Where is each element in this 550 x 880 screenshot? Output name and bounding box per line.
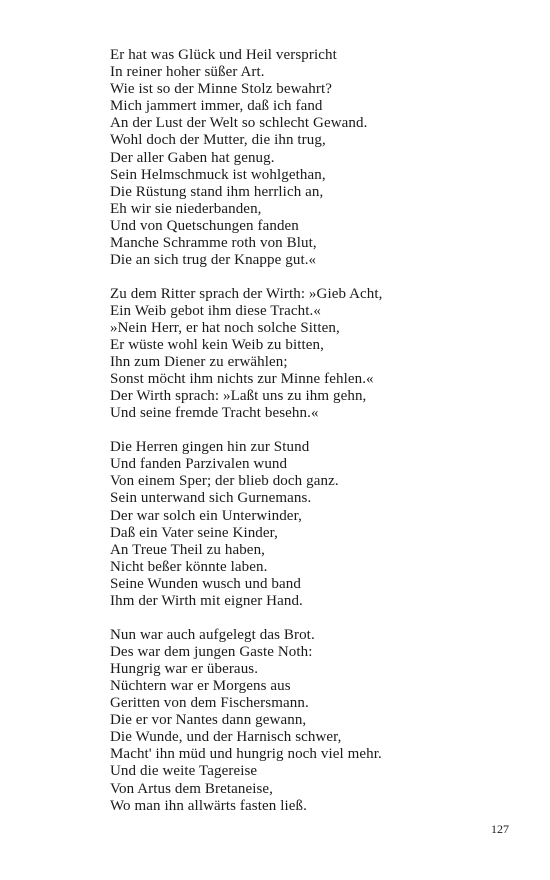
verse-line: Von Artus dem Bretaneise,	[110, 780, 274, 797]
verse-line: Wo man ihn allwärts fasten ließ.	[110, 797, 307, 814]
verse-line: Sein Helmschmuck ist wohlgethan,	[110, 166, 326, 183]
verse-line: Der Wirth sprach: »Laßt uns zu ihm gehn,	[110, 388, 367, 405]
verse-line: Nüchtern war er Morgens aus	[110, 677, 291, 694]
verse-line: Er hat was Glück und Heil verspricht	[110, 47, 337, 63]
verse-line: Seine Wunden wusch und band	[110, 575, 301, 592]
poem-text	[110, 47, 530, 831]
stanza	[110, 47, 530, 269]
verse-line: Des war dem jungen Gaste Noth:	[110, 643, 313, 660]
verse-line: Die er vor Nantes dann gewann,	[110, 712, 307, 729]
verse-line: Und von Quetschungen fanden	[110, 217, 299, 234]
verse-line: Macht' ihn müd und hungrig noch viel mehr.	[110, 746, 382, 763]
verse-line: Sonst möcht ihm nichts zur Minne fehlen.«	[110, 371, 374, 388]
verse-line: Daß ein Vater seine Kinder,	[110, 524, 279, 541]
verse-line: Eh wir sie niederbanden,	[110, 200, 262, 217]
verse-line: Die Rüstung stand ihm herrlich an,	[110, 183, 324, 200]
verse-line: Ihn zum Diener zu erwählen;	[110, 354, 288, 371]
verse-line: Von einem Sper; der blieb doch ganz.	[110, 473, 339, 490]
verse-line: An der Lust der Welt so schlecht Gewand.	[110, 115, 368, 132]
verse-line: Manche Schramme roth von Blut,	[110, 235, 317, 252]
verse-line: Und fanden Parzivalen wund	[110, 456, 288, 473]
verse-line: Und seine fremde Tracht besehn.«	[110, 405, 319, 422]
verse-line: Nicht beßer könnte laben.	[110, 558, 268, 575]
stanza	[110, 286, 530, 423]
verse-line: Und die weite Tagereise	[110, 763, 258, 780]
verse-line: Die Wunde, und der Harnisch schwer,	[110, 729, 342, 746]
stanza	[110, 627, 530, 815]
verse-line: Die an sich trug der Knappe gut.«	[110, 252, 317, 269]
verse-line: An Treue Theil zu haben,	[110, 541, 266, 558]
verse-line: Zu dem Ritter sprach der Wirth: »Gieb Acht,	[110, 285, 383, 302]
verse-line: Wohl doch der Mutter, die ihn trug,	[110, 132, 326, 149]
verse-line: Der war solch ein Unterwinder,	[110, 507, 302, 524]
verse-line: Der aller Gaben hat genug.	[110, 149, 275, 166]
verse-line: Mich jammert immer, daß ich fand	[110, 98, 323, 115]
stanza	[110, 439, 530, 610]
verse-line: Wie ist so der Minne Stolz bewahrt?	[110, 81, 333, 98]
verse-line: Ein Weib gebot ihm diese Tracht.«	[110, 302, 321, 319]
verse-line: Ihm der Wirth mit eigner Hand.	[110, 593, 303, 609]
verse-line: »Nein Herr, er hat noch solche Sitten,	[110, 320, 340, 336]
page-number: 127	[491, 822, 509, 836]
verse-line: Geritten von dem Fischersmann.	[110, 695, 309, 712]
verse-line: Nun war auch aufgelegt das Brot.	[110, 626, 315, 643]
verse-line: Hungrig war er überaus.	[110, 660, 259, 677]
verse-line: Die Herren gingen hin zur Stund	[110, 439, 310, 456]
verse-line: In reiner hoher süßer Art.	[110, 64, 265, 81]
verse-line: Sein unterwand sich Gurnemans.	[110, 490, 312, 507]
verse-line: Er wüste wohl kein Weib zu bitten,	[110, 337, 324, 354]
